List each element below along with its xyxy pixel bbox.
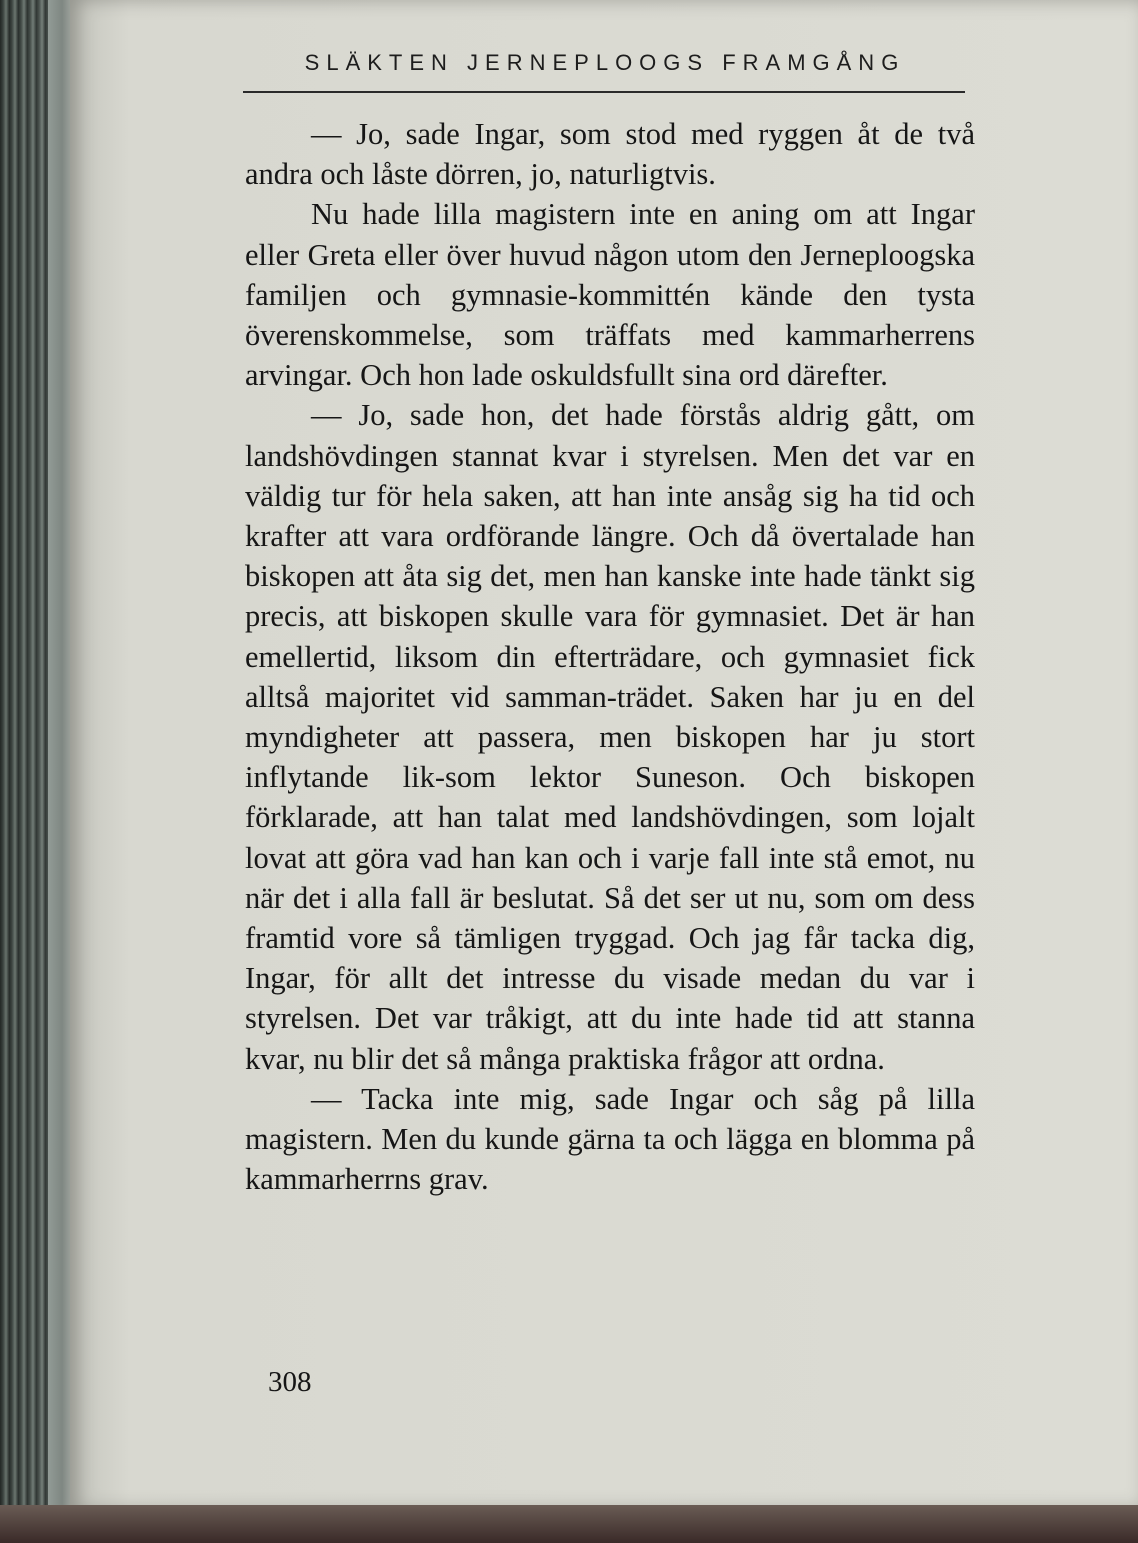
paragraph: — Jo, sade hon, det hade förstås aldrig gått, om landshövdingen stannat kvar i styrelsen. Men det var en väldig tur för hela saken, att han inte ansåg sig ha tid och krafter att vara ordförande längre. Och då övertalade han biskopen att åta sig det, men han kanske inte hade tänkt sig precis, att biskopen skulle vara för gymnasiet. Det är han emellertid, liksom din efterträdare, och gymnasiet fick alltså majoritet vid samman-trädet. Saken har ju en del myndigheter att passera, men biskopen har ju stort inflytande lik-som lektor Suneson. Och biskopen förklarade, att han talat med landshövdingen, som lojalt lovat att göra vad han kan och i varje fall inte stå emot, nu när det i alla fall är beslutat. Så det ser ut nu, som om dess framtid vore så tämligen tryggad. Och jag får tacka dig, Ingar, för allt det intresse du visade medan du var i styrelsen. Det var tråkigt, att du inte hade tid att stanna kvar, nu blir det så många praktiska frågor att ordna. (245, 398, 975, 1076)
paragraph: — Jo, sade Ingar, som stod med ryggen åt de två andra och låste dörren, jo, naturligtvis. (245, 117, 975, 192)
paragraph: — Tacka inte mig, sade Ingar och såg på lilla magistern. Men du kunde gärna ta och lägga en blomma på kammarherrns grav. (245, 1081, 975, 1197)
page-bottom-edge (0, 1505, 1138, 1543)
page-number: 308 (268, 1366, 312, 1398)
body-text (245, 114, 975, 1199)
header-rule (243, 91, 965, 93)
book-spine (0, 0, 48, 1543)
running-head: SLÄKTEN JERNEPLOOGS FRAMGÅNG (304, 50, 906, 75)
paragraph: Nu hade lilla magistern inte en aning om att Ingar eller Greta eller över huvud någon utom den Jerneploogska familjen och gymnasie-kommittén kände den tysta överenskommelse, som träffats med kammarherrens arvingar. Och hon lade oskuldsfullt sina ord därefter. (245, 197, 975, 393)
